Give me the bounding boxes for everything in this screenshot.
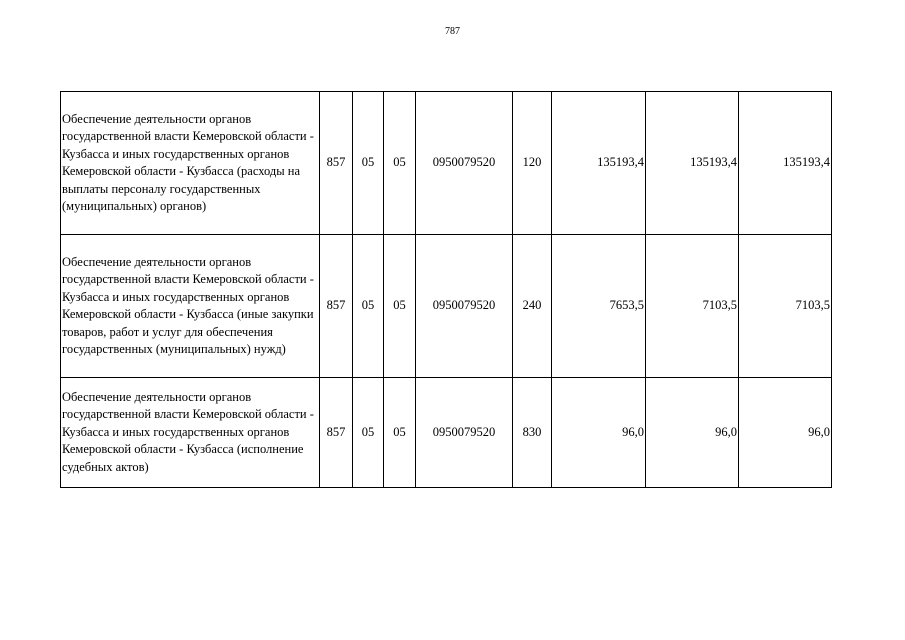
amount-year-2: 96,0 [646, 378, 739, 488]
amount-year-3: 135193,4 [739, 92, 832, 235]
subsection-code: 05 [384, 92, 416, 235]
row-description: Обеспечение деятельности органов государственной власти Кемеровской области - Кузбасса и иных государственных органов Кемеровской области - Кузбасса (иные закупки товаров, работ и услуг для обеспечения государственных (муниципальных) нужд) [61, 235, 320, 378]
target-article-code: 0950079520 [416, 92, 513, 235]
page-number: 787 [445, 26, 460, 37]
ministry-code: 857 [320, 235, 353, 378]
row-description: Обеспечение деятельности органов государственной власти Кемеровской области - Кузбасса и иных государственных органов Кемеровской области - Кузбасса (исполнение судебных актов) [61, 378, 320, 488]
budget-table [60, 91, 832, 488]
ministry-code: 857 [320, 92, 353, 235]
subsection-code: 05 [384, 378, 416, 488]
subsection-code: 05 [384, 235, 416, 378]
amount-year-1: 7653,5 [552, 235, 646, 378]
ministry-code: 857 [320, 378, 353, 488]
amount-year-1: 135193,4 [552, 92, 646, 235]
table-row [61, 92, 832, 235]
expense-type-code: 240 [513, 235, 552, 378]
amount-year-2: 135193,4 [646, 92, 739, 235]
target-article-code: 0950079520 [416, 235, 513, 378]
table-row [61, 378, 832, 488]
section-code: 05 [353, 92, 384, 235]
section-code: 05 [353, 235, 384, 378]
expense-type-code: 120 [513, 92, 552, 235]
amount-year-3: 7103,5 [739, 235, 832, 378]
section-code: 05 [353, 378, 384, 488]
row-description: Обеспечение деятельности органов государственной власти Кемеровской области - Кузбасса и иных государственных органов Кемеровской области - Кузбасса (расходы на выплаты персоналу государственных (муниципальных) органов) [61, 92, 320, 235]
table-row [61, 235, 832, 378]
amount-year-3: 96,0 [739, 378, 832, 488]
expense-type-code: 830 [513, 378, 552, 488]
target-article-code: 0950079520 [416, 378, 513, 488]
amount-year-1: 96,0 [552, 378, 646, 488]
amount-year-2: 7103,5 [646, 235, 739, 378]
